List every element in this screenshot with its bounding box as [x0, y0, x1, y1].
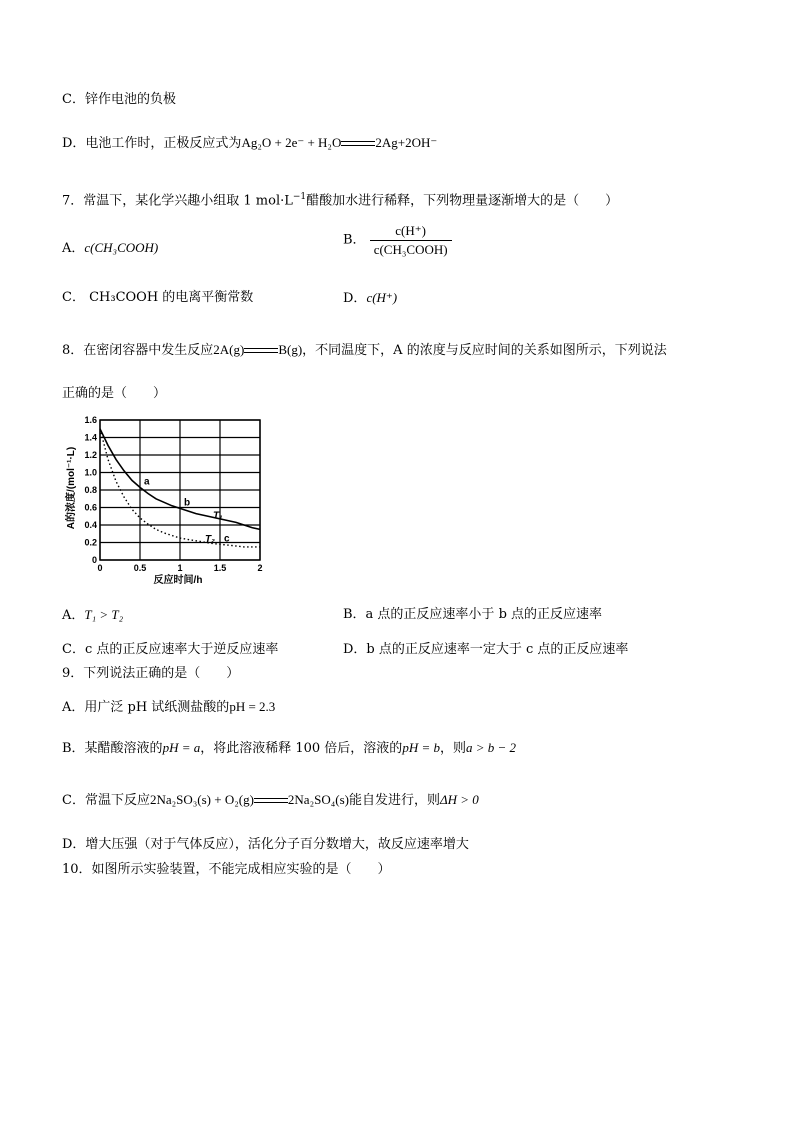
concentration-time-chart	[62, 412, 272, 587]
q8-option-d	[343, 640, 628, 660]
q9-option-b-m3: a > b − 2	[466, 740, 517, 755]
q8-option-a	[62, 605, 123, 626]
chart-y-axis-label: A的浓度/(mol⁻¹·L)	[66, 446, 77, 530]
q7-stem-sup: −1	[292, 192, 307, 202]
equal-sign-icon	[244, 347, 278, 355]
q9-option-a	[62, 697, 275, 718]
q8-option-b	[343, 605, 602, 625]
q9-option-d-text: D．增大压强（对于气体反应），活化分子百分数增大，故反应速率增大	[62, 837, 469, 852]
x-tick-label: 1	[177, 563, 183, 573]
q9-option-c-rhs: 2Na₂SO₄(s)	[287, 792, 349, 807]
q7-option-a	[62, 238, 158, 259]
q9-option-a-prefix: A．用广泛 pH 试纸测盐酸的	[62, 700, 230, 715]
q9-option-b	[62, 738, 516, 759]
q7-stem-a: 7．常温下，某化学兴趣小组取 1 mol·L	[62, 193, 293, 209]
q9-option-c-b: 能自发进行，则	[348, 793, 440, 808]
q7-stem-b: 醋酸加水进行稀释，下列物理量逐渐增大的是（ ）	[306, 193, 619, 209]
y-tick-label: 0.4	[84, 520, 97, 530]
q7-stem	[62, 187, 618, 211]
q8-stem-b: ，不同温度下，A 的浓度与反应时间的关系如图所示，下列说法	[302, 343, 667, 358]
q9-option-d	[62, 835, 469, 855]
q8-stem-a: 8．在密闭容器中发生反应	[62, 343, 214, 358]
equal-sign-icon	[254, 797, 288, 805]
q9-stem	[62, 664, 239, 684]
x-tick-label: 0	[97, 563, 103, 573]
y-tick-label: 0.6	[84, 502, 97, 513]
x-tick-label: 0.5	[133, 563, 147, 573]
q9-option-a-math: pH = 2.3	[229, 699, 276, 714]
y-tick-label: 1.4	[84, 432, 97, 443]
q6-option-d-prefix: D．电池工作时，正极反应式为	[62, 136, 242, 151]
series-annotation-1: T₁	[213, 510, 223, 522]
q8-stem-continued	[62, 384, 166, 404]
equal-sign-icon	[341, 140, 375, 148]
x-tick-label: 1.5	[213, 563, 227, 573]
q8-stem-rhs: B(g)	[278, 342, 303, 357]
q10-stem-text: 10．如图所示实验装置，不能完成相应实验的是（ ）	[62, 862, 391, 877]
q7-option-c	[62, 288, 253, 308]
chart-grid	[100, 420, 260, 560]
q6-option-c	[62, 90, 176, 110]
q7-option-a-label: A．	[62, 241, 85, 256]
q6-option-d	[62, 133, 437, 154]
q8-stem	[62, 340, 667, 361]
q7-option-c-text: C． CH₃COOH 的电离平衡常数	[62, 290, 254, 305]
q9-option-c-a: C．常温下反应	[62, 793, 150, 808]
q7-option-a-math: c(CH₃COOH)	[84, 240, 159, 255]
series-annotation-2: T₂	[205, 534, 215, 546]
q8-option-c-text: C．c 点的正反应速率大于逆反应速率	[62, 642, 279, 657]
q7-option-b-numerator: c(H⁺)	[395, 223, 426, 238]
q9-option-c-m: ΔH > 0	[440, 792, 479, 807]
q9-option-c-lhs: 2Na₂SO₃(s) + O₂(g)	[149, 792, 254, 807]
q6-option-c-text: C．锌作电池的负极	[62, 92, 176, 107]
q7-option-b-denominator: c(CH₃COOH)	[370, 240, 452, 259]
q7-option-d	[343, 288, 397, 309]
q8-option-d-text: D．b 点的正反应速率一定大于 c 点的正反应速率	[343, 642, 629, 657]
q9-option-b-b: ，将此溶液稀释 100 倍后，溶液的	[200, 741, 403, 756]
q8-option-a-label: A．	[62, 608, 85, 623]
q9-stem-text: 9．下列说法正确的是（ ）	[62, 666, 240, 681]
q9-option-b-m2: pH = b	[402, 740, 440, 755]
q10-stem	[62, 860, 391, 880]
q9-option-b-a: B．某醋酸溶液的	[62, 741, 163, 756]
q8-option-b-text: B．a 点的正反应速率小于 b 点的正反应速率	[343, 607, 603, 622]
q9-option-c	[62, 790, 479, 811]
y-tick-label: 0.2	[84, 537, 97, 548]
q9-option-b-m1: pH = a	[162, 740, 201, 755]
q8-stem-lhs: 2A(g)	[213, 342, 245, 357]
y-tick-label: 0	[91, 555, 97, 565]
q7-option-d-label: D．	[343, 291, 367, 306]
q7-option-b	[343, 222, 452, 259]
q8-option-c	[62, 640, 278, 660]
point-label-a: a	[144, 476, 150, 488]
x-tick-label: 2	[257, 563, 263, 573]
chart-ticks	[84, 415, 262, 573]
q8-option-a-math: T₁ > T₂	[84, 607, 124, 622]
y-tick-label: 0.8	[84, 485, 97, 495]
chart-x-axis-label: 反应时间/h	[153, 575, 203, 586]
y-tick-label: 1.2	[84, 450, 97, 460]
q8-stem-c: 正确的是（ ）	[62, 386, 167, 401]
q7-option-b-label: B．	[343, 232, 366, 248]
q9-option-b-c: ，则	[439, 741, 466, 756]
q7-option-d-math: c(H⁺)	[366, 290, 398, 305]
q7-option-b-fraction	[370, 222, 452, 259]
y-tick-label: 1.6	[84, 415, 97, 425]
point-label-b: b	[184, 497, 191, 509]
point-label-c: c	[224, 533, 230, 545]
q6-option-d-lhs: Ag₂O + 2e⁻ + H₂O	[241, 135, 342, 150]
y-tick-label: 1.0	[84, 467, 97, 478]
q6-option-d-rhs: 2Ag+2OH⁻	[375, 135, 438, 150]
